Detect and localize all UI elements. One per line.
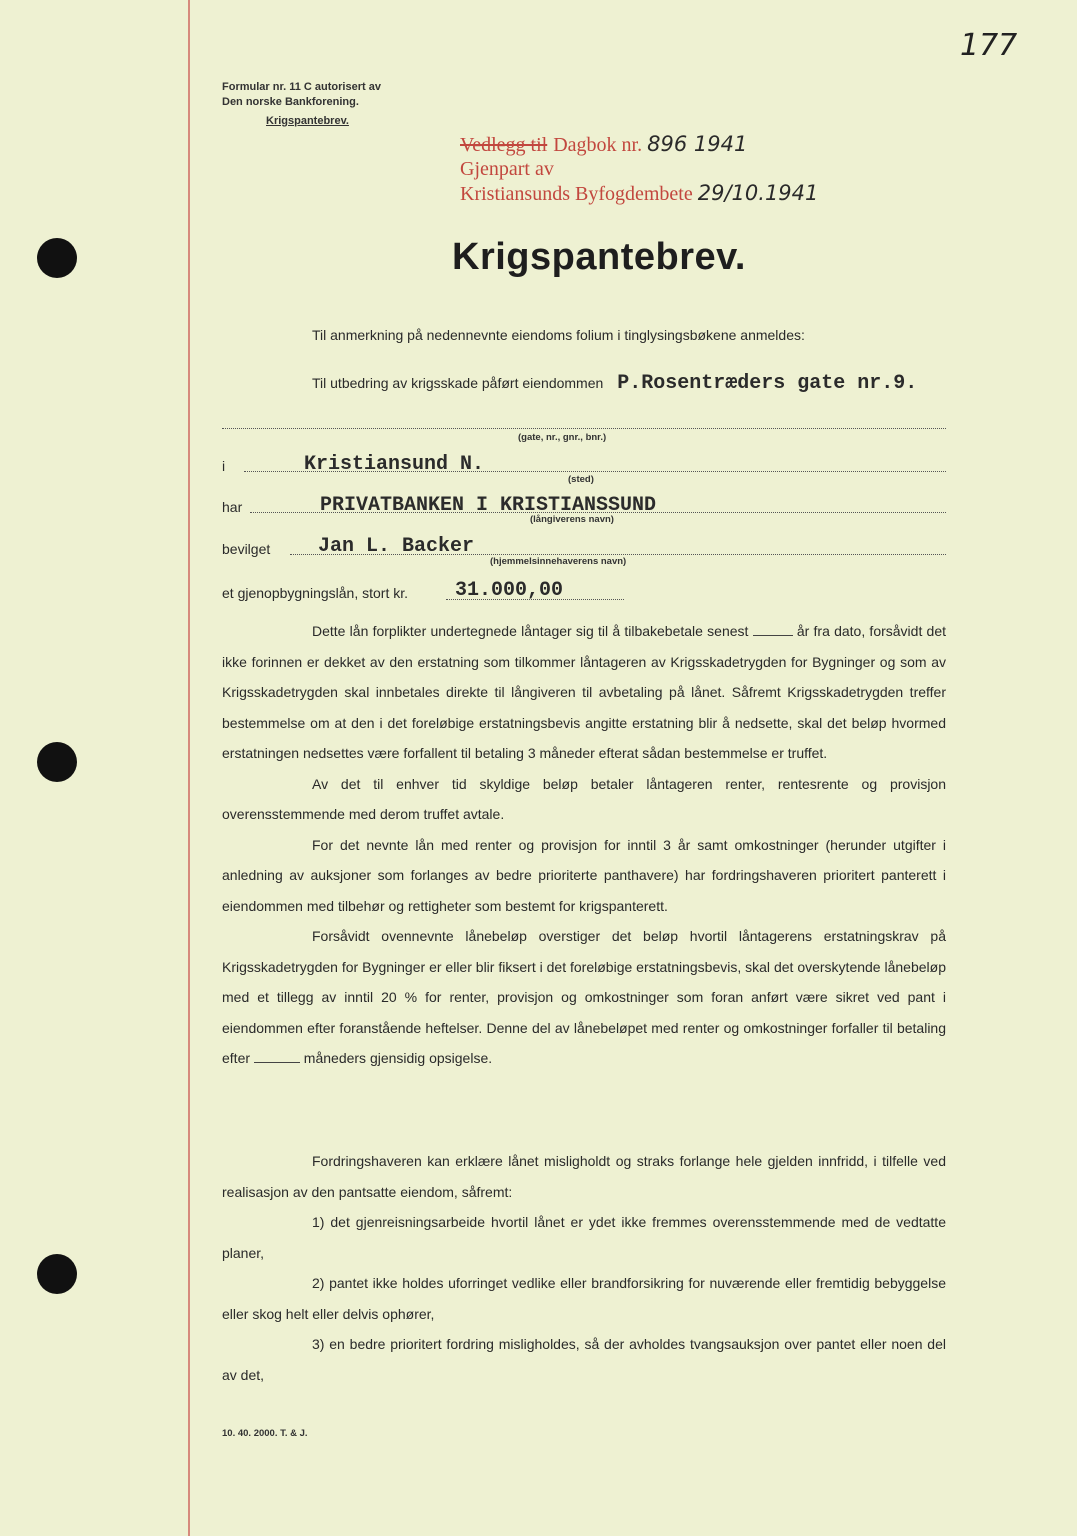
print-footer: 10. 40. 2000. T. & J. (222, 1428, 308, 1439)
condition-1: 1) det gjenreisningsarbeide hvortil lånet er ydet ikke fremmes overensstemmende med de vedtatte planer, (222, 1214, 946, 1261)
punch-hole-icon (37, 1254, 77, 1294)
intro-line-2-label: Til utbedring av krigsskade påført eiendommen (312, 375, 604, 391)
stamp-date: 29/10.1941 (697, 181, 819, 205)
margin-line (188, 0, 190, 1536)
form-header-line: Den norske Bankforening. (222, 96, 359, 108)
months-blank (254, 1052, 300, 1063)
owner-value: Jan L. Backer (318, 535, 475, 558)
stamp-line-1 (460, 132, 818, 157)
place-label: i (222, 458, 226, 474)
owner-caption: (hjemmelsinnehaverens navn) (490, 556, 627, 567)
lender-value: PRIVATBANKEN I KRISTIANSSUND (320, 494, 657, 517)
paragraph-5: Fordringshaveren kan erklære lånet misligholdt og straks forlange hele gjelden innfridd, i tilfelle ved realisasjon av den pantsatte eiendom, såfremt: (222, 1153, 946, 1200)
owner-rule (290, 554, 946, 555)
place-caption: (sted) (568, 474, 594, 485)
stamp-struck-text: Vedlegg til (460, 134, 548, 156)
property-address: P.Rosentræders gate nr.9. (617, 372, 918, 395)
default-clause (222, 1146, 946, 1390)
stamp-dagbok-number: 896 1941 (647, 132, 748, 156)
lender-label: har (222, 499, 243, 515)
intro-line-1: Til anmerkning på nedennevnte eiendoms folium i tinglysingsbøkene anmeldes: (312, 327, 805, 343)
form-header (222, 80, 381, 129)
punch-hole-icon (37, 742, 77, 782)
document-title: Krigspantebrev. (452, 236, 746, 278)
years-blank (753, 625, 793, 636)
place-rule (244, 471, 946, 472)
loan-value: 31.000,00 (455, 579, 564, 602)
stamp-line-3 (460, 181, 818, 206)
punch-hole-icon (37, 238, 77, 278)
paragraph-4: Forsåvidt ovennevnte lånebeløp overstiger det beløp hvortil låntagerens erstatningskrav på Krigsskadetrygden for Bygninger er eller blir fiksert i det foreløbige erstatningsbevis, skal det overskytende lånebeløp med et tillegg av inntil 20 % for renter, provisjon og omkostninger som foran anført være sikret ved pant i eiendommen efter foranstående heftelser. Denne del av lånebeløpet med renter og omkostninger forfaller til betaling efter måneders gjensidig opsigelse. (222, 928, 946, 1066)
stamp-line-2: Gjenpart av (460, 158, 554, 180)
stamp-dagbok-label: Dagbok nr. (553, 134, 643, 156)
owner-label: bevilget (222, 541, 271, 557)
paragraph-2: Av det til enhver tid skyldige beløp betaler låntageren renter, rentesrente og provisjon overensstemmende med derom truffet avtale. (222, 775, 946, 822)
condition-2: 2) pantet ikke holdes uforringet vedlike eller brandforsikring for nuværende eller fremtidig bebyggelse eller skog helt eller delvis ophører, (222, 1275, 946, 1322)
form-header-line: Formular nr. 11 C autorisert av (222, 81, 381, 93)
page-number: 177 (960, 28, 1018, 63)
form-header-title: Krigspantebrev. (266, 115, 349, 127)
condition-3: 3) en bedre prioritert fordring misligholdes, så der avholdes tvangsauksjon over pantet eller noen del av det, (222, 1336, 946, 1383)
loan-label: et gjenopbygningslån, stort kr. (222, 585, 409, 601)
registration-stamp (460, 132, 818, 206)
lender-caption: (långiverens navn) (530, 514, 614, 525)
loan-rule (446, 599, 624, 600)
lender-rule (250, 512, 946, 513)
address-rule (222, 428, 946, 429)
address-caption: (gate, nr., gnr., bnr.) (518, 432, 607, 443)
place-value: Kristiansund N. (304, 453, 485, 476)
body-text (222, 616, 946, 1074)
intro-line-2 (312, 372, 917, 395)
paragraph-3: For det nevnte lån med renter og provisjon for inntil 3 år samt omkostninger (herunder utgifter i anledning av auksjoner som forlanges av bedre prioriterte panthavere) har fordringshaveren prioritert panterett i eiendommen med tilbehør og rettigheter som bestemt for krigspanterett. (222, 836, 946, 914)
paragraph-1: Dette lån forplikter undertegnede låntager sig til å tilbakebetale senest år fra dato, forsåvidt det ikke forinnen er dekket av den erstatning som tilkommer låntageren av Krigsskadetrygden for Bygninger og som av Krigsskadetrygden skal innbetales direkte til långiveren til avbetaling på lånet. Såfremt Krigsskadetrygden treffer bestemmelse om at den i det foreløbige erstatningsbevis angitte erstatning blir å nedsette, skal det beløp hvormed erstatningen nedsettes være forfallent til betaling 3 måneder efterat sådan bestemmelse er truffet. (222, 623, 947, 761)
stamp-office: Kristiansunds Byfogdembete (460, 183, 693, 205)
